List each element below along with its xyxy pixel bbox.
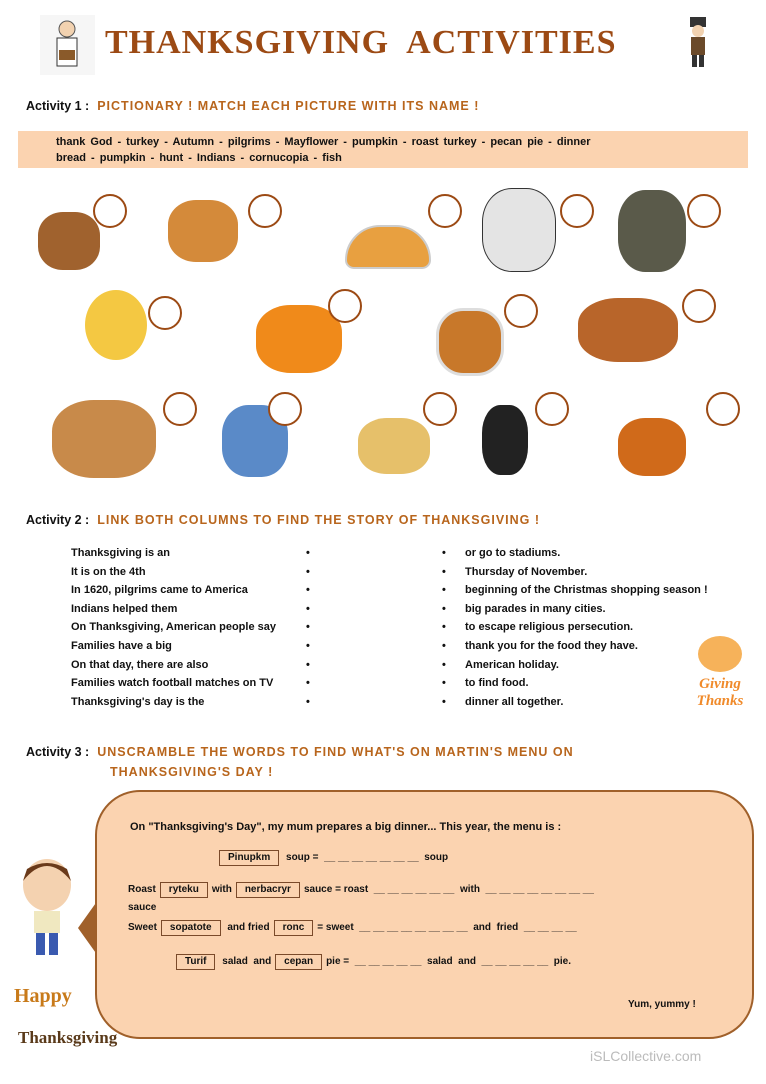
- giving-thanks-badge: [684, 636, 756, 720]
- left-bullet[interactable]: •: [306, 695, 310, 708]
- indians-image: [168, 200, 238, 262]
- activity3-heading: Activity 3 : UNSCRAMBLE THE WORDS TO FIND WHAT'S ON MARTIN'S MENU ON: [26, 745, 574, 759]
- mayflower-image: [85, 290, 147, 360]
- pecan-pie-image: [345, 225, 431, 269]
- right-column-item: thank you for the food they have.: [465, 640, 638, 652]
- right-bullet[interactable]: •: [442, 584, 446, 597]
- right-column-item: or go to stadiums.: [465, 547, 561, 559]
- turkey-image: [38, 212, 100, 270]
- answer-circle[interactable]: [163, 392, 197, 426]
- answer-circle[interactable]: [148, 296, 182, 330]
- badge-line2: Thanks: [696, 693, 744, 709]
- word-bank-line1: thank God - turkey - Autumn - pilgrims - Mayflower - pumpkin - roast turkey - pecan pie - dinner: [56, 136, 591, 148]
- left-column-item: In 1620, pilgrims came to America: [71, 584, 248, 597]
- closing-text: Yum, yummy !: [628, 999, 696, 1010]
- left-column-item: Thanksgiving is an: [71, 547, 171, 559]
- autumn-girl-image: [698, 636, 742, 672]
- word-bank-line2: bread - pumpkin - hunt - Indians - cornucopia - fish: [56, 152, 342, 164]
- right-bullet[interactable]: •: [442, 547, 446, 559]
- right-column-item: American holiday.: [465, 658, 559, 671]
- page-title: THANKSGIVING ACTIVITIES: [105, 24, 617, 61]
- autumn-leaves-image: [618, 418, 686, 476]
- pilgrim-girl-image: [40, 15, 95, 75]
- right-column-item: to escape religious persecution.: [465, 621, 634, 634]
- answer-circle[interactable]: [268, 392, 302, 426]
- right-bullet[interactable]: •: [442, 621, 446, 634]
- scrambled-word: Turif: [176, 954, 215, 970]
- answer-circle[interactable]: [706, 392, 740, 426]
- scrambled-word: nerbacryr: [236, 882, 300, 898]
- roast-turkey-image: [436, 308, 504, 376]
- right-column-item: to find food.: [465, 677, 529, 690]
- blank[interactable]: __ __ __ __: [523, 922, 577, 933]
- menu-line3: Sweet sopatote and fried ronc = sweet __ __ __ __ __ __ __ __ and fried __ __ __ __: [128, 920, 577, 936]
- right-column-item: Thursday of November.: [465, 565, 588, 578]
- scrambled-word: ryteku: [160, 882, 208, 898]
- menu-line2-end: sauce: [128, 902, 157, 913]
- answer-circle[interactable]: [504, 294, 538, 328]
- word-bank: [18, 131, 748, 168]
- right-column-item: big parades in many cities.: [465, 602, 606, 615]
- answer-circle[interactable]: [93, 194, 127, 228]
- answer-circle[interactable]: [428, 194, 462, 228]
- left-bullet[interactable]: •: [306, 602, 310, 615]
- blank[interactable]: __ __ __ __ __ __ __: [324, 852, 419, 863]
- scrambled-word: cepan: [275, 954, 322, 970]
- blank[interactable]: __ __ __ __ __: [354, 956, 422, 967]
- badge-line1: Giving: [699, 676, 741, 692]
- left-bullet[interactable]: •: [306, 658, 310, 671]
- right-bullet[interactable]: •: [442, 658, 446, 671]
- left-column-item: It is on the 4th: [71, 565, 146, 578]
- pilgrim-boy-image: [683, 15, 713, 70]
- answer-circle[interactable]: [687, 194, 721, 228]
- right-bullet[interactable]: •: [442, 695, 446, 708]
- right-bullet[interactable]: •: [442, 602, 446, 615]
- left-bullet[interactable]: •: [306, 621, 310, 634]
- pilgrims-image: [482, 188, 556, 272]
- scrambled-word: sopatote: [161, 920, 221, 936]
- boy-image: [12, 855, 82, 960]
- answer-circle[interactable]: [682, 289, 716, 323]
- answer-circle[interactable]: [328, 289, 362, 323]
- blank[interactable]: __ __ __ __ __ __ __ __: [485, 884, 594, 895]
- happy-logo-text: Happy: [14, 985, 72, 1007]
- pumpkin-image: [256, 305, 342, 373]
- menu-line4: Turif salad and cepan pie = __ __ __ __ __ salad and __ __ __ __ __ pie.: [172, 954, 571, 970]
- blank[interactable]: __ __ __ __ __ __: [373, 884, 455, 895]
- answer-circle[interactable]: [535, 392, 569, 426]
- left-column-item: Families have a big: [71, 640, 172, 652]
- left-column-item: Indians helped them: [71, 602, 178, 615]
- blank[interactable]: __ __ __ __ __: [481, 956, 549, 967]
- right-column-item: beginning of the Christmas shopping season !: [465, 584, 708, 597]
- activity3-heading-line2: THANKSGIVING'S DAY !: [110, 765, 274, 779]
- answer-circle[interactable]: [248, 194, 282, 228]
- left-column-item: On Thanksgiving, American people say: [71, 621, 276, 634]
- left-bullet[interactable]: •: [306, 584, 310, 597]
- menu-intro: On "Thanksgiving's Day", my mum prepares a big dinner... This year, the menu is :: [130, 821, 562, 833]
- left-bullet[interactable]: •: [306, 547, 310, 559]
- blank[interactable]: __ __ __ __ __ __ __ __: [359, 922, 468, 933]
- left-column-item: Thanksgiving's day is the: [71, 695, 205, 708]
- menu-line1: Pinupkm soup = __ __ __ __ __ __ __ soup: [215, 850, 448, 866]
- left-bullet[interactable]: •: [306, 640, 310, 652]
- right-bullet[interactable]: •: [442, 640, 446, 652]
- menu-line2: Roast ryteku with nerbacryr sauce = roast __ __ __ __ __ __ with __ __ __ __ __ __ __ __: [128, 882, 594, 898]
- thank-god-image: [482, 405, 528, 475]
- answer-circle[interactable]: [423, 392, 457, 426]
- site-watermark: iSLCollective.com: [590, 1048, 702, 1064]
- right-bullet[interactable]: •: [442, 565, 446, 578]
- answer-circle[interactable]: [560, 194, 594, 228]
- left-bullet[interactable]: •: [306, 565, 310, 578]
- activity2-heading: Activity 2 : LINK BOTH COLUMNS TO FIND THE STORY OF THANKSGIVING !: [26, 513, 541, 527]
- left-bullet[interactable]: •: [306, 677, 310, 690]
- scrambled-word: Pinupkm: [219, 850, 279, 866]
- activity1-heading: Activity 1 : PICTIONARY ! MATCH EACH PICTURE WITH ITS NAME !: [26, 99, 480, 113]
- bread-image: [358, 418, 430, 474]
- left-column-item: On that day, there are also: [71, 658, 209, 671]
- thanksgiving-logo-text: Thanksgiving: [18, 1028, 118, 1047]
- hunt-image: [618, 190, 686, 272]
- right-bullet[interactable]: •: [442, 677, 446, 690]
- left-column-item: Families watch football matches on TV: [71, 677, 274, 690]
- cornucopia-image: [578, 298, 678, 362]
- right-column-item: dinner all together.: [465, 695, 564, 708]
- dinner-image: [52, 400, 156, 478]
- scrambled-word: ronc: [274, 920, 314, 936]
